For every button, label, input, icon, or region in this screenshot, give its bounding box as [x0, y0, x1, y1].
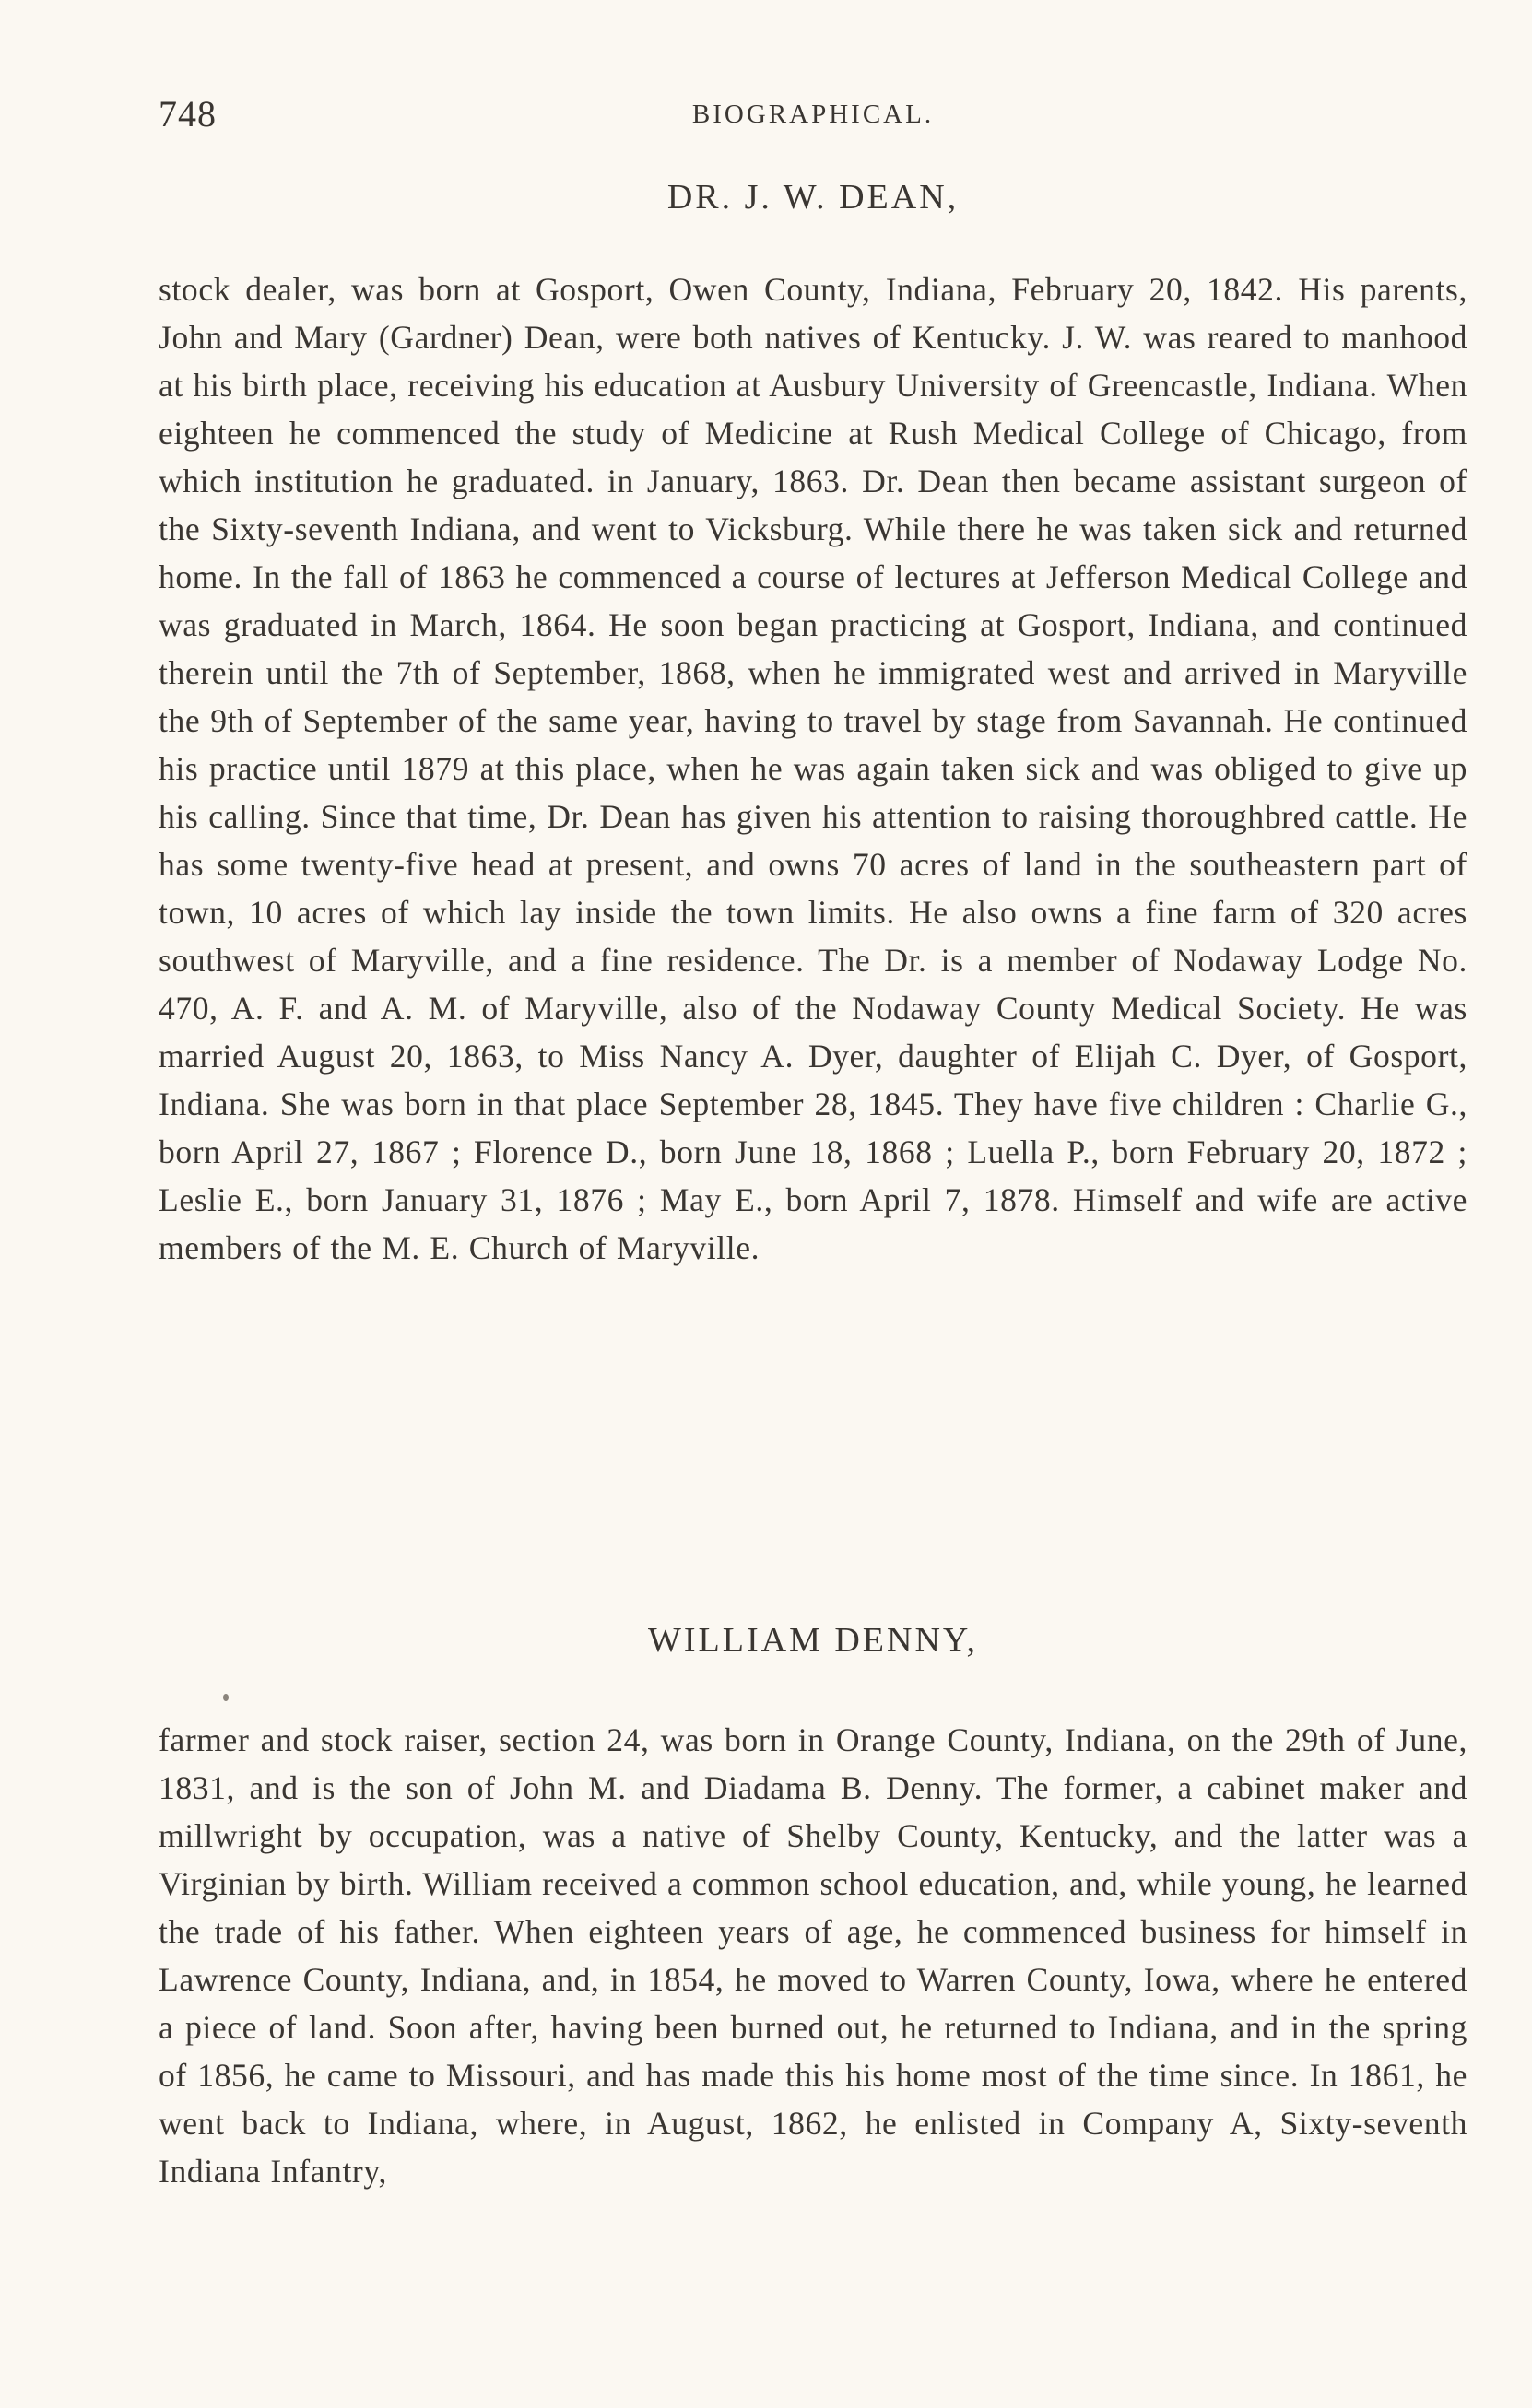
running-head: BIOGRAPHICAL.: [691, 100, 935, 129]
entry-heading-dean: DR. J. W. DEAN,: [666, 178, 960, 217]
entry-text-denny: farmer and stock raiser, section 24, was born in Orange County, Indiana, on the 29th of June, 1831, and is the son of John M. and Diadama B. Denny. The former, a cabinet maker and millwright by occupation, was a native of Shelby County, Kentucky, and the latter was a Virginian by birth. William received a common school education, and, while young, he learned the trade of his father. When eighteen years of age, he commenced business for himself in Lawrence County, Indiana, and, in 1854, he moved to Warren County, Iowa, where he entered a piece of land. Soon after, having been burned out, he returned to Indiana, and in the spring of 1856, he came to Missouri, and has made this his home most of the time since. In 1861, he went back to Indiana, where, in August, 1862, he enlisted in Company A, Sixty-seventh Indiana Infantry,: [159, 1721, 1467, 2190]
page-number: 748: [159, 93, 217, 135]
entry-text-dean: stock dealer, was born at Gosport, Owen County, Indiana, February 20, 1842. His parents, John and Mary (Gardner) Dean, were both natives of Kentucky. J. W. was reared to manhood at his birth place, receiving his education at Ausbury University of Greencastle, Indiana. When eighteen he commenced the study of Medicine at Rush Medical College of Chicago, from which institution he graduated. in January, 1863. Dr. Dean then became assistant surgeon of the Sixty-seventh Indiana, and went to Vicksburg. While there he was taken sick and returned home. In the fall of 1863 he commenced a course of lectures at Jefferson Medical College and was graduated in March, 1864. He soon began practicing at Gosport, Indiana, and continued therein until the 7th of September, 1868, when he immigrated west and arrived in Maryville the 9th of September of the same year, having to travel by stage from Savannah. He continued his practice until 1879 at this place, when he was again taken sick and was obliged to give up his calling. Since that time, Dr. Dean has given his attention to raising thoroughbred cattle. He has some twenty-five head at present, and owns 70 acres of land in the southeastern part of town, 10 acres of which lay inside the town limits. He also owns a fine farm of 320 acres southwest of Maryville, and a fine residence. The Dr. is a member of Nodaway Lodge No. 470, A. F. and A. M. of Maryville, also of the Nodaway County Medical Society. He was married August 20, 1863, to Miss Nancy A. Dyer, daughter of Elijah C. Dyer, of Gosport, Indiana. She was born in that place September 28, 1845. They have five children : Charlie G., born April 27, 1867 ; Florence D., born June 18, 1868 ; Luella P., born February 20, 1872 ; Leslie E., born January 31, 1876 ; May E., born April 7, 1878. Himself and wife are active members of the M. E. Church of Maryville.: [159, 271, 1467, 1266]
page-header: [159, 92, 1467, 138]
ink-speck: [223, 1694, 229, 1701]
entry-heading-denny: WILLIAM DENNY,: [648, 1621, 978, 1660]
